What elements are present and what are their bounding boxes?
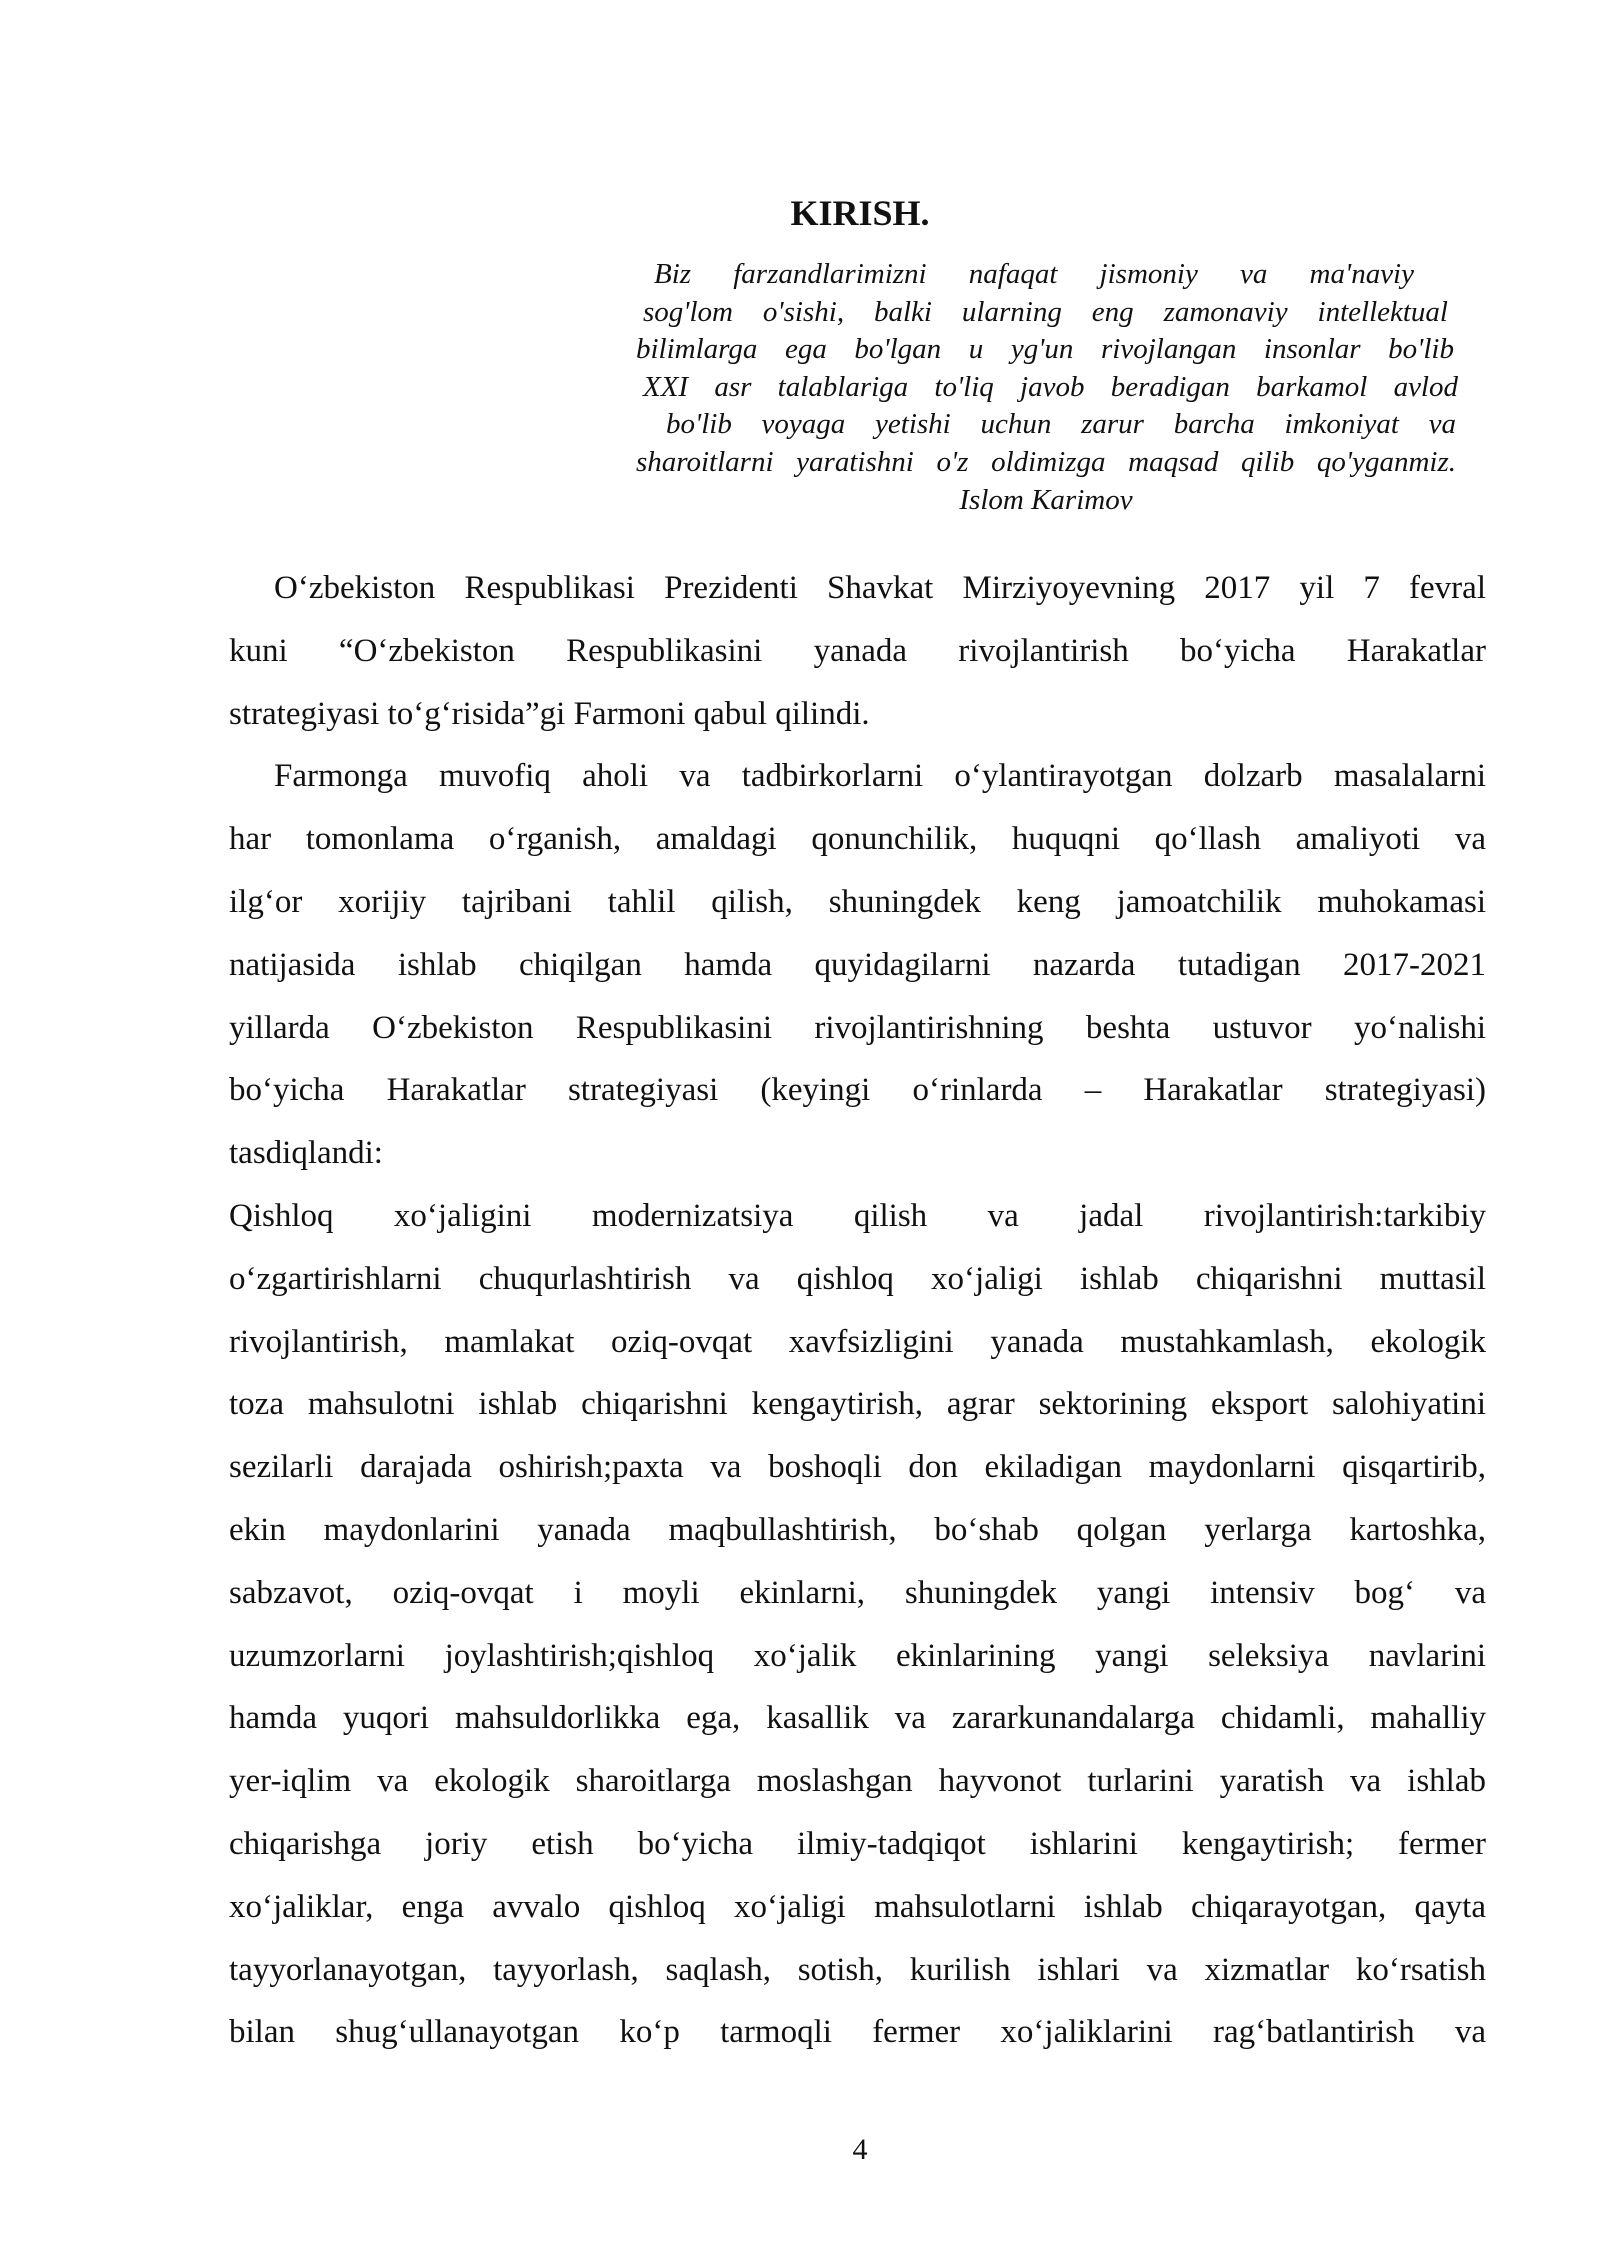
text-line: kuni “O‘zbekiston Respublikasini yanada rivojlantirish bo‘yicha Harakatlar xyxy=(229,632,1486,669)
epigraph-line: bilimlarga ega bo'lgan u yg'un rivojlangan insonlar bo'lib xyxy=(636,333,1454,366)
text-line: yillarda O‘zbekiston Respublikasini rivojlantirishning beshta ustuvor yo‘nalishi xyxy=(229,1009,1486,1046)
section-heading: KIRISH. xyxy=(790,193,930,233)
epigraph-line: sharoitlarni yaratishni o'z oldimizga maqsad qilib qo'yganmiz. xyxy=(636,445,1456,478)
text-line: ekin maydonlarini yanada maqbullashtirish, bo‘shab qolgan yerlarga kartoshka, xyxy=(229,1511,1486,1548)
epigraph xyxy=(636,256,1466,519)
text-line: Qishloq xo‘jaligini modernizatsiya qilish va jadal rivojlantirish:tarkibiy xyxy=(229,1197,1486,1234)
text-line: ilg‘or xorijiy tajribani tahlil qilish, shuningdek keng jamoatchilik muhokamasi xyxy=(229,883,1486,920)
text-line: sezilarli darajada oshirish;paxta va boshoqli don ekiladigan maydonlarni qisqartirib, xyxy=(229,1449,1486,1486)
text-line: uzumzorlarni joylashtirish;qishloq xo‘jalik ekinlarining yangi seleksiya navlarini xyxy=(229,1637,1486,1674)
epigraph-line: Biz farzandlarimizni nafaqat jismoniy va ma'naviy xyxy=(654,258,1414,290)
page-number: 4 xyxy=(852,2133,868,2166)
text-line: tayyorlanayotgan, tayyorlash, saqlash, sotish, kurilish ishlari va xizmatlar ko‘rsatish xyxy=(229,1951,1486,1988)
paragraph xyxy=(229,745,1486,1185)
epigraph-line: sog'lom o'sishi, balki ularning eng zamonaviy intellektual xyxy=(643,295,1448,328)
text-line: toza mahsulotni ishlab chiqarishni kengaytirish, agrar sektorining eksport salohiyatini xyxy=(229,1386,1486,1423)
text-line: rivojlantirish, mamlakat oziq-ovqat xavfsizligini yanada mustahkamlash, ekologik xyxy=(229,1323,1486,1360)
text-line: tasdiqlandi: xyxy=(229,1135,383,1172)
epigraph-author: Islom Karimov xyxy=(959,483,1133,516)
paragraph xyxy=(229,1185,1486,2064)
text-line: bo‘yicha Harakatlar strategiyasi (keyingi o‘rinlarda – Harakatlar strategiyasi) xyxy=(229,1072,1486,1109)
text-line: sabzavot, oziq-ovqat i moyli ekinlarni, shuningdek yangi intensiv bog‘ va xyxy=(229,1574,1486,1611)
text-line: natijasida ishlab chiqilgan hamda quyidagilarni nazarda tutadigan 2017-2021 xyxy=(229,946,1486,983)
epigraph-line: XXI asr talablariga to'liq javob beradigan barkamol avlod xyxy=(643,370,1458,403)
text-line: chiqarishga joriy etish bo‘yicha ilmiy-tadqiqot ishlarini kengaytirish; fermer xyxy=(229,1825,1486,1862)
text-line: strategiyasi to‘g‘risida”gi Farmoni qabul qilindi. xyxy=(229,695,870,732)
text-line: O‘zbekiston Respublikasi Prezidenti Shavkat Mirziyoyevning 2017 yil 7 fevral xyxy=(274,570,1486,606)
text-line: xo‘jaliklar, enga avvalo qishloq xo‘jaligi mahsulotlarni ishlab chiqarayotgan, qayta xyxy=(229,1888,1486,1925)
text-line: har tomonlama o‘rganish, amaldagi qonunchilik, huquqni qo‘llash amaliyoti va xyxy=(229,821,1486,858)
text-line: yer-iqlim va ekologik sharoitlarga moslashgan hayvonot turlarini yaratish va ishlab xyxy=(229,1763,1486,1800)
paragraph xyxy=(229,557,1486,745)
epigraph-line: bo'lib voyaga yetishi uchun zarur barcha imkoniyat va xyxy=(666,408,1456,441)
text-line: Farmonga muvofiq aholi va tadbirkorlarni o‘ylantirayotgan dolzarb masalalarni xyxy=(274,758,1486,795)
body-text xyxy=(229,557,1486,2064)
text-line: bilan shug‘ullanayotgan ko‘p tarmoqli fermer xo‘jaliklarini rag‘batlantirish va xyxy=(229,2014,1486,2051)
text-line: hamda yuqori mahsuldorlikka ega, kasallik va zararkunandalarga chidamli, mahalliy xyxy=(229,1700,1486,1737)
text-line: o‘zgartirishlarni chuqurlashtirish va qishloq xo‘jaligi ishlab chiqarishni muttasil xyxy=(229,1260,1486,1297)
